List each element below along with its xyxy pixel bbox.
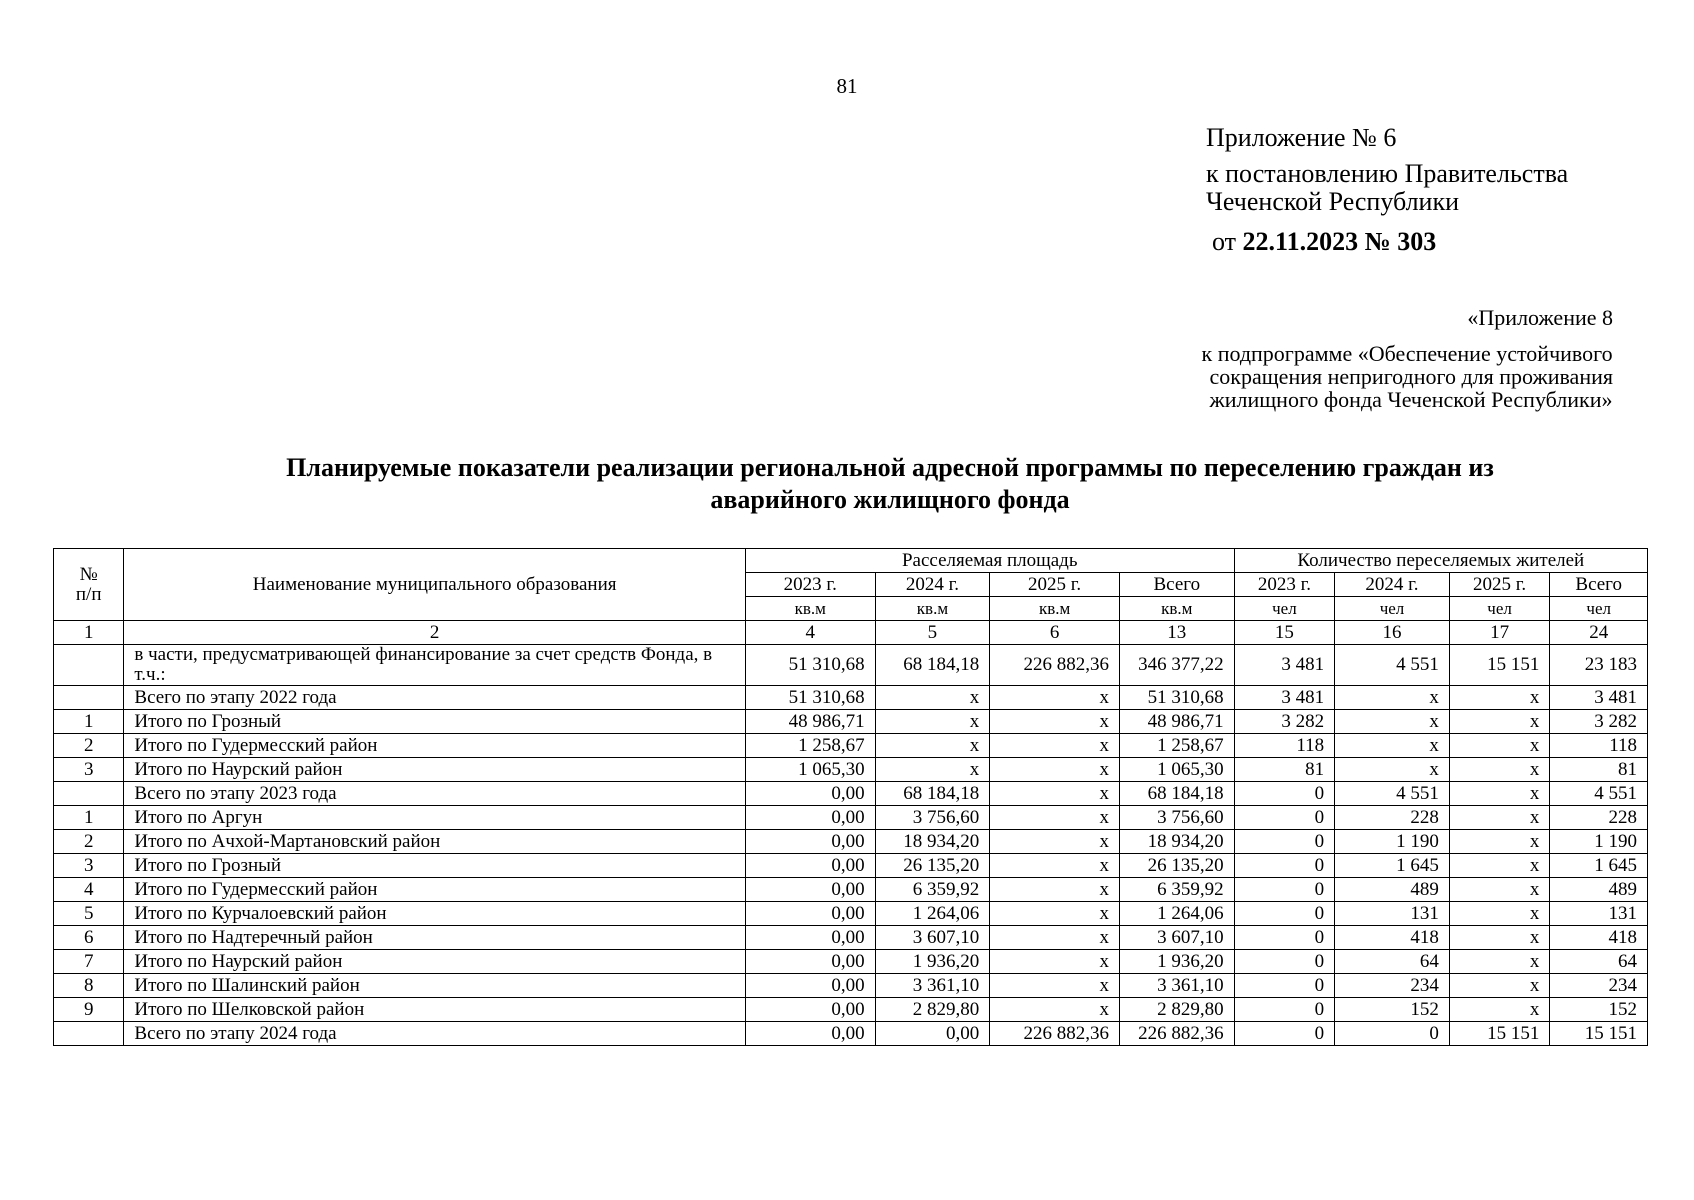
value-cell: x	[1449, 950, 1550, 974]
value-cell: 4 551	[1335, 645, 1450, 686]
value-cell: 226 882,36	[1119, 1022, 1234, 1046]
header-year: 2023 г.	[745, 573, 875, 597]
row-number: 4	[54, 878, 124, 902]
header-unit: кв.м	[875, 597, 990, 621]
value-cell: 131	[1550, 902, 1648, 926]
header-unit: чел	[1449, 597, 1550, 621]
column-number: 16	[1335, 621, 1450, 645]
value-cell: 81	[1234, 758, 1335, 782]
document-title-line: аварийного жилищного фонда	[710, 485, 1070, 514]
value-cell: 18 934,20	[875, 830, 990, 854]
value-cell: 3 481	[1234, 686, 1335, 710]
appendix-line: к постановлению Правительства	[1206, 159, 1569, 188]
table-row	[54, 806, 1648, 830]
appendix-date	[1206, 228, 1568, 256]
value-cell: x	[1449, 806, 1550, 830]
header-year: 2023 г.	[1234, 573, 1335, 597]
value-cell: 68 184,18	[875, 782, 990, 806]
value-cell: 0	[1234, 782, 1335, 806]
municipality-name: Итого по Наурский район	[124, 950, 746, 974]
header-row	[54, 549, 1648, 573]
value-cell: 0,00	[745, 782, 875, 806]
value-cell: 0,00	[745, 974, 875, 998]
value-cell: 0,00	[745, 806, 875, 830]
value-cell: 228	[1550, 806, 1648, 830]
value-cell: 1 264,06	[875, 902, 990, 926]
table-row	[54, 645, 1648, 686]
value-cell: 418	[1550, 926, 1648, 950]
value-cell: 1 258,67	[1119, 734, 1234, 758]
municipality-name: Итого по Аргун	[124, 806, 746, 830]
value-cell: 64	[1335, 950, 1450, 974]
column-number: 2	[124, 621, 746, 645]
value-cell: 3 607,10	[875, 926, 990, 950]
header-unit: кв.м	[745, 597, 875, 621]
value-cell: x	[875, 686, 990, 710]
municipality-name: Итого по Шалинский район	[124, 974, 746, 998]
column-numbers-row	[54, 621, 1648, 645]
value-cell: 234	[1550, 974, 1648, 998]
value-cell: x	[990, 878, 1120, 902]
column-number: 4	[745, 621, 875, 645]
value-cell: 51 310,68	[745, 686, 875, 710]
table-row	[54, 926, 1648, 950]
value-cell: 0,00	[745, 998, 875, 1022]
municipality-name: Итого по Наурский район	[124, 758, 746, 782]
value-cell: x	[1449, 758, 1550, 782]
table-row	[54, 830, 1648, 854]
value-cell: 3 361,10	[875, 974, 990, 998]
value-cell: 1 065,30	[745, 758, 875, 782]
header-unit: чел	[1335, 597, 1450, 621]
value-cell: 23 183	[1550, 645, 1648, 686]
value-cell: 0,00	[875, 1022, 990, 1046]
column-number: 24	[1550, 621, 1648, 645]
municipality-name: Всего по этапу 2024 года	[124, 1022, 746, 1046]
column-number: 13	[1119, 621, 1234, 645]
date-prefix: от	[1212, 227, 1237, 256]
value-cell: 1 936,20	[1119, 950, 1234, 974]
header-year: 2024 г.	[875, 573, 990, 597]
table-row	[54, 1022, 1648, 1046]
table-row	[54, 854, 1648, 878]
header-year: 2025 г.	[1449, 573, 1550, 597]
value-cell: 15 151	[1550, 1022, 1648, 1046]
value-cell: 0	[1234, 806, 1335, 830]
value-cell: 346 377,22	[1119, 645, 1234, 686]
value-cell: x	[990, 998, 1120, 1022]
document-title-line: Планируемые показатели реализации региональной адресной программы по переселению граждан из	[286, 453, 1494, 482]
value-cell: 3 282	[1234, 710, 1335, 734]
value-cell: 81	[1550, 758, 1648, 782]
value-cell: x	[1335, 686, 1450, 710]
value-cell: x	[990, 854, 1120, 878]
value-cell: 489	[1335, 878, 1450, 902]
value-cell: x	[990, 902, 1120, 926]
value-cell: 1 065,30	[1119, 758, 1234, 782]
table-row	[54, 878, 1648, 902]
municipality-name: Итого по Ачхой-Мартановский район	[124, 830, 746, 854]
municipality-name: Всего по этапу 2023 года	[124, 782, 746, 806]
value-cell: 15 151	[1449, 1022, 1550, 1046]
row-number: 3	[54, 758, 124, 782]
value-cell: 0,00	[745, 854, 875, 878]
value-cell: 4 551	[1335, 782, 1450, 806]
municipality-name: Итого по Грозный	[124, 710, 746, 734]
value-cell: 0	[1234, 974, 1335, 998]
header-unit: чел	[1234, 597, 1335, 621]
sub-appendix-line: жилищного фонда Чеченской Республики»	[1209, 387, 1613, 412]
value-cell: 3 481	[1234, 645, 1335, 686]
municipality-name: Итого по Курчалоевский район	[124, 902, 746, 926]
value-cell: x	[990, 806, 1120, 830]
value-cell: x	[990, 974, 1120, 998]
header-area-group: Расселяемая площадь	[745, 549, 1234, 573]
value-cell: 0,00	[745, 950, 875, 974]
row-number	[54, 645, 124, 686]
value-cell: 0	[1234, 902, 1335, 926]
value-cell: x	[1449, 782, 1550, 806]
value-cell: 6 359,92	[1119, 878, 1234, 902]
value-cell: 152	[1550, 998, 1648, 1022]
value-cell: 0	[1234, 854, 1335, 878]
table-body	[54, 645, 1648, 1046]
value-cell: 2 829,80	[1119, 998, 1234, 1022]
value-cell: x	[1449, 686, 1550, 710]
value-cell: 0	[1234, 950, 1335, 974]
value-cell: 3 607,10	[1119, 926, 1234, 950]
column-number: 1	[54, 621, 124, 645]
header-year: 2025 г.	[990, 573, 1120, 597]
value-cell: x	[1449, 734, 1550, 758]
sub-appendix-line: сокращения непригодного для проживания	[1209, 364, 1613, 389]
value-cell: 418	[1335, 926, 1450, 950]
value-cell: x	[990, 710, 1120, 734]
value-cell: x	[990, 734, 1120, 758]
value-cell: x	[1449, 974, 1550, 998]
row-number: 5	[54, 902, 124, 926]
header-num-l2: п/п	[75, 583, 102, 605]
table-row	[54, 686, 1648, 710]
value-cell: 0	[1234, 1022, 1335, 1046]
municipality-name: Всего по этапу 2022 года	[124, 686, 746, 710]
value-cell: 0,00	[745, 1022, 875, 1046]
value-cell: x	[1449, 926, 1550, 950]
value-cell: 18 934,20	[1119, 830, 1234, 854]
value-cell: 1 264,06	[1119, 902, 1234, 926]
value-cell: 0,00	[745, 926, 875, 950]
value-cell: 3 361,10	[1119, 974, 1234, 998]
municipality-name: в части, предусматривающей финансирование за счет средств Фонда, в т.ч.:	[124, 645, 746, 686]
value-cell: 48 986,71	[745, 710, 875, 734]
value-cell: x	[990, 758, 1120, 782]
value-cell: 1 936,20	[875, 950, 990, 974]
table-row	[54, 782, 1648, 806]
header-num-l1: №	[79, 563, 98, 585]
value-cell: 234	[1335, 974, 1450, 998]
row-number	[54, 1022, 124, 1046]
header-people-group: Количество переселяемых жителей	[1234, 549, 1647, 573]
value-cell: 0,00	[745, 902, 875, 926]
row-number: 3	[54, 854, 124, 878]
value-cell: 226 882,36	[990, 645, 1120, 686]
value-cell: x	[1335, 758, 1450, 782]
table-row	[54, 710, 1648, 734]
indicators-table	[53, 548, 1648, 1046]
value-cell: 1 190	[1550, 830, 1648, 854]
value-cell: 0	[1335, 1022, 1450, 1046]
row-number: 9	[54, 998, 124, 1022]
header-unit: кв.м	[1119, 597, 1234, 621]
header-num	[54, 549, 124, 621]
value-cell: 0	[1234, 830, 1335, 854]
value-cell: 3 282	[1550, 710, 1648, 734]
municipality-name: Итого по Гудермесский район	[124, 878, 746, 902]
header-unit: кв.м	[990, 597, 1120, 621]
value-cell: 51 310,68	[745, 645, 875, 686]
value-cell: 118	[1234, 734, 1335, 758]
value-cell: 68 184,18	[1119, 782, 1234, 806]
value-cell: x	[1449, 878, 1550, 902]
header-year: Всего	[1550, 573, 1648, 597]
value-cell: 3 756,60	[1119, 806, 1234, 830]
value-cell: 2 829,80	[875, 998, 990, 1022]
value-cell: x	[875, 758, 990, 782]
row-number: 1	[54, 806, 124, 830]
table-row	[54, 998, 1648, 1022]
municipality-name: Итого по Шелковской район	[124, 998, 746, 1022]
row-number: 7	[54, 950, 124, 974]
value-cell: 3 481	[1550, 686, 1648, 710]
value-cell: 1 258,67	[745, 734, 875, 758]
header-unit: чел	[1550, 597, 1648, 621]
table-row	[54, 950, 1648, 974]
value-cell: 51 310,68	[1119, 686, 1234, 710]
value-cell: 152	[1335, 998, 1450, 1022]
column-number: 15	[1234, 621, 1335, 645]
value-cell: x	[875, 734, 990, 758]
value-cell: 131	[1335, 902, 1450, 926]
municipality-name: Итого по Гудермесский район	[124, 734, 746, 758]
value-cell: x	[1449, 710, 1550, 734]
value-cell: 118	[1550, 734, 1648, 758]
value-cell: 0,00	[745, 830, 875, 854]
value-cell: 1 645	[1550, 854, 1648, 878]
column-number: 6	[990, 621, 1120, 645]
value-cell: 26 135,20	[875, 854, 990, 878]
value-cell: 4 551	[1550, 782, 1648, 806]
row-number	[54, 686, 124, 710]
value-cell: 15 151	[1449, 645, 1550, 686]
page-number: 81	[836, 74, 858, 98]
value-cell: 226 882,36	[990, 1022, 1120, 1046]
value-cell: 26 135,20	[1119, 854, 1234, 878]
header-year: 2024 г.	[1335, 573, 1450, 597]
value-cell: x	[875, 710, 990, 734]
row-number	[54, 782, 124, 806]
value-cell: 489	[1550, 878, 1648, 902]
municipality-name: Итого по Грозный	[124, 854, 746, 878]
date-number: 22.11.2023 № 303	[1242, 227, 1437, 256]
document-title	[60, 452, 1694, 516]
value-cell: x	[990, 926, 1120, 950]
value-cell: x	[990, 950, 1120, 974]
value-cell: 1 645	[1335, 854, 1450, 878]
value-cell: 48 986,71	[1119, 710, 1234, 734]
table-row	[54, 758, 1648, 782]
value-cell: x	[1449, 854, 1550, 878]
value-cell: 0	[1234, 926, 1335, 950]
value-cell: x	[990, 782, 1120, 806]
value-cell: 228	[1335, 806, 1450, 830]
value-cell: 1 190	[1335, 830, 1450, 854]
value-cell: 3 756,60	[875, 806, 990, 830]
value-cell: x	[1449, 902, 1550, 926]
table-row	[54, 734, 1648, 758]
value-cell: x	[1449, 830, 1550, 854]
table-row	[54, 902, 1648, 926]
value-cell: 0	[1234, 998, 1335, 1022]
value-cell: 64	[1550, 950, 1648, 974]
appendix-block	[1206, 124, 1568, 256]
sub-appendix-block	[1202, 306, 1613, 411]
column-number: 17	[1449, 621, 1550, 645]
column-number: 5	[875, 621, 990, 645]
row-number: 1	[54, 710, 124, 734]
value-cell: x	[1335, 734, 1450, 758]
value-cell: x	[990, 686, 1120, 710]
header-name: Наименование муниципального образования	[124, 549, 746, 621]
value-cell: 68 184,18	[875, 645, 990, 686]
municipality-name: Итого по Надтеречный район	[124, 926, 746, 950]
value-cell: x	[1335, 710, 1450, 734]
table-row	[54, 974, 1648, 998]
appendix-title: Приложение № 6	[1206, 123, 1397, 152]
row-number: 6	[54, 926, 124, 950]
appendix-line: Чеченской Республики	[1206, 187, 1460, 216]
value-cell: 0,00	[745, 878, 875, 902]
value-cell: x	[1449, 998, 1550, 1022]
value-cell: 6 359,92	[875, 878, 990, 902]
row-number: 2	[54, 734, 124, 758]
value-cell: x	[990, 830, 1120, 854]
row-number: 2	[54, 830, 124, 854]
row-number: 8	[54, 974, 124, 998]
sub-appendix-title: «Приложение 8	[1467, 305, 1613, 330]
sub-appendix-line: к подпрограмме «Обеспечение устойчивого	[1201, 341, 1613, 366]
header-year: Всего	[1119, 573, 1234, 597]
value-cell: 0	[1234, 878, 1335, 902]
